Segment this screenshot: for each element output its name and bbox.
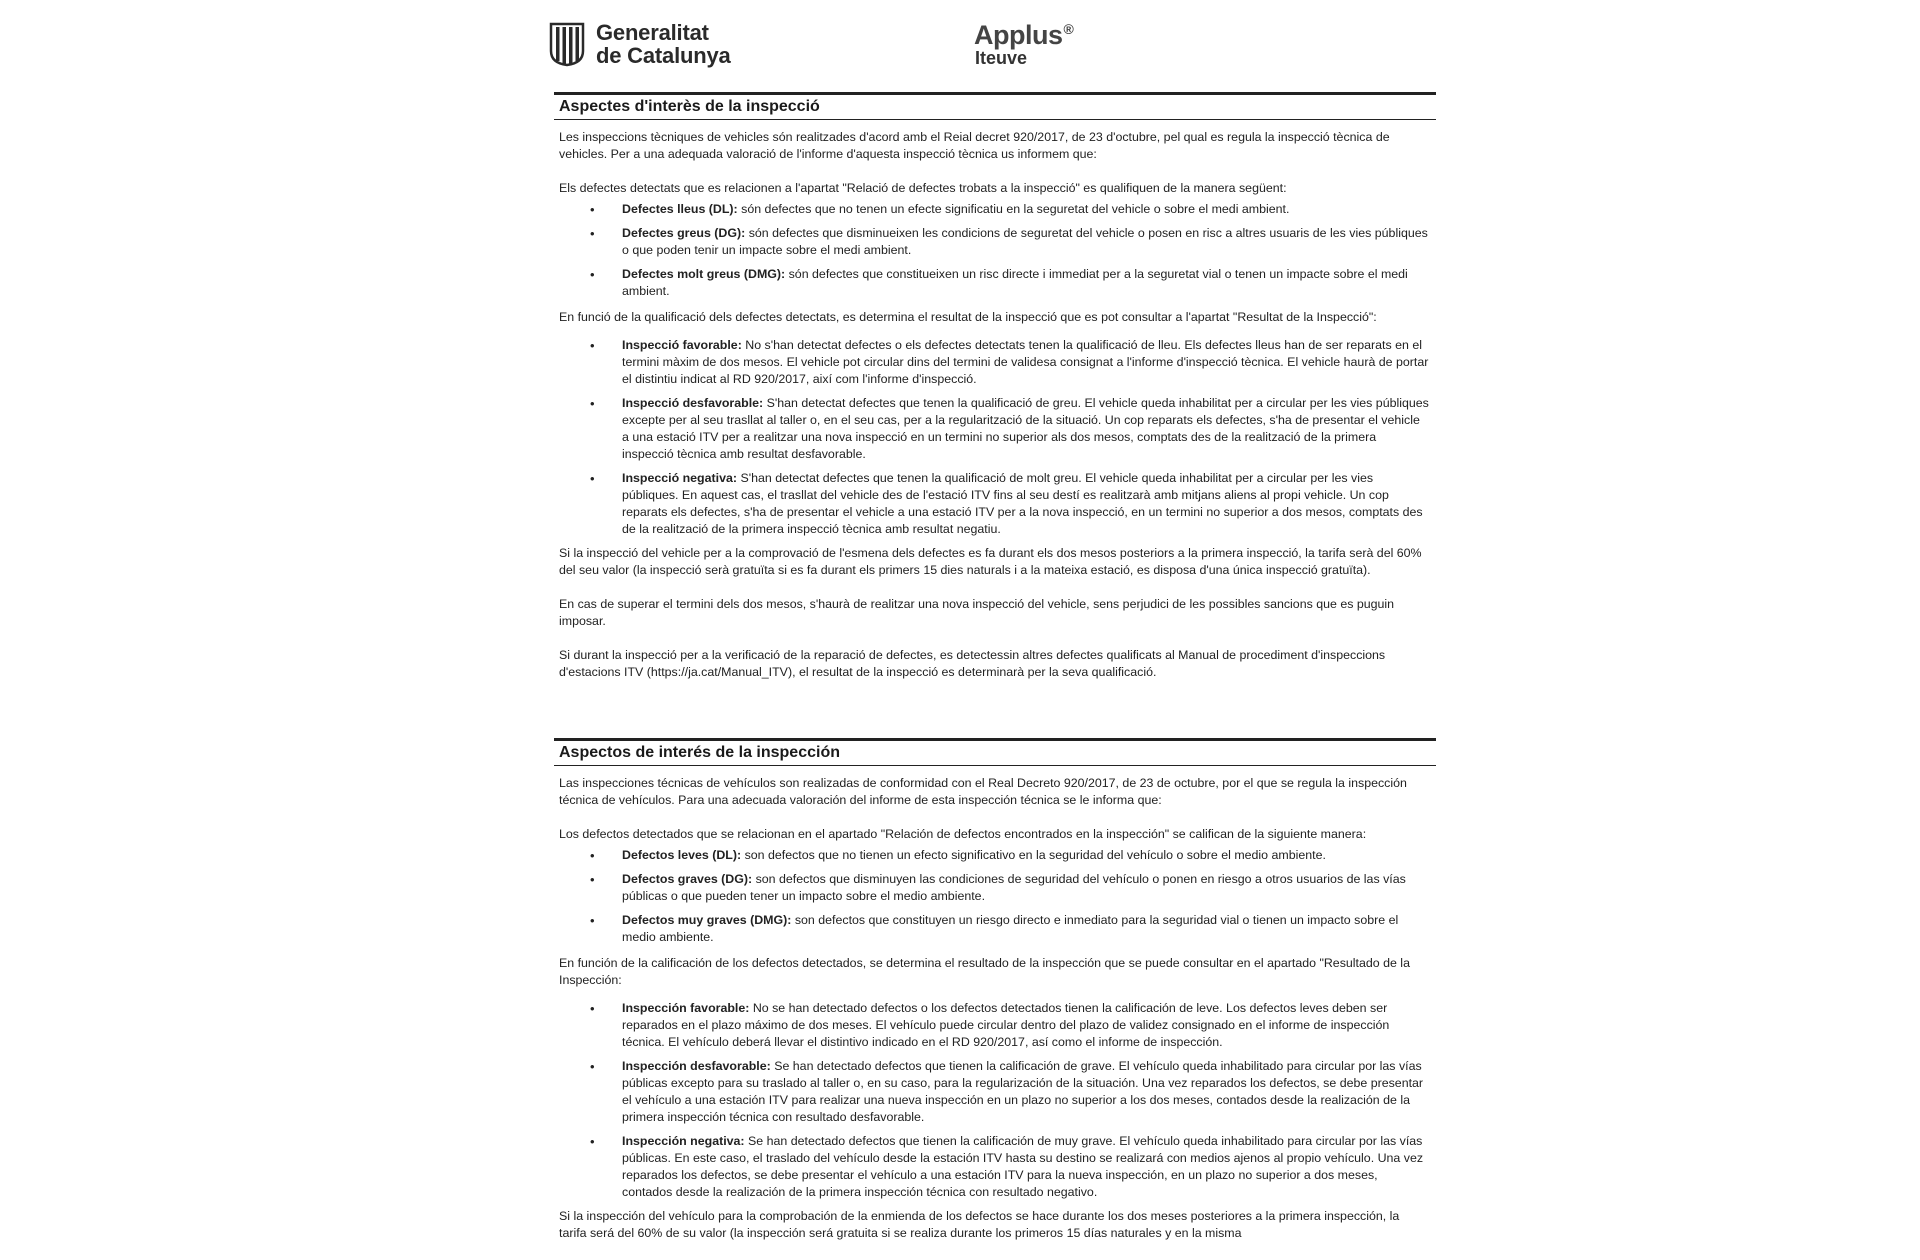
generalitat-wordmark: [596, 21, 731, 67]
document-header: [548, 18, 1448, 78]
result-text: No se han detectado defectos o los defectos detectados tienen la calificación de leve. Los defectos leves deben ser reparados en el plazo máximo de dos meses. El vehículo puede circular dentro del plazo de validez consignado en el informe de inspección técnica. El vehículo deberá llevar el distintivo indicado en el RD 920/2017, así como el informe de inspección.: [622, 1001, 1390, 1049]
defect-text: són defectes que disminueixen les condicions de seguretat del vehicle o posen en risc a altres usuaris de les vies públiques o que poden tenir un impacte sobre el medi ambient.: [622, 226, 1428, 257]
applus-wordmark: [974, 22, 1073, 48]
result-term: Inspección desfavorable:: [622, 1059, 771, 1073]
list-item: [559, 225, 1430, 259]
section-title: Aspectes d'interès de la inspecció: [554, 92, 1436, 120]
defect-term: Defectes lleus (DL):: [622, 202, 738, 216]
generalitat-line-2: de Catalunya: [596, 43, 731, 68]
defects-list: [559, 847, 1430, 946]
termini-paragraph: En cas de superar el termini dels dos mesos, s'haurà de realitzar una nova inspecció del vehicle, sens perjudici de les possibles sancions que es puguin imposar.: [559, 597, 1395, 628]
result-term: Inspecció negativa:: [622, 471, 737, 485]
defect-term: Defectos leves (DL):: [622, 848, 742, 862]
results-list: [559, 1000, 1430, 1201]
section-catalan: [554, 92, 1436, 681]
result-text: S'han detectat defectes que tenen la qualificació de molt greu. El vehicle queda inhabilitat per a circular per les vies públiques. En aquest cas, el trasllat del vehicle des de l'estació ITV fins al seu destí es realitzarà amb mitjans aliens al propi vehicle. Un cop reparats els defectes, s'ha de presentar el vehicle a una estació ITV per a la nova inspecció, en un termini no superior a dos mesos, comptats des de la realització de la primera inspecció tècnica amb resultat negatiu.: [622, 471, 1423, 536]
list-item: [559, 1058, 1430, 1126]
list-item: [559, 266, 1430, 300]
intro-paragraph: Les inspeccions tècniques de vehicles són realitzades d'acord amb el Reial decret 920/2017, de 23 d'octubre, pel qual es regula la inspecció tècnica de vehicles. Per a una adequada valoració de l'informe d'aquesta inspecció tècnica us informem que:: [559, 130, 1390, 161]
list-item: [559, 912, 1430, 946]
list-item: [559, 1133, 1430, 1201]
generalitat-line-1: Generalitat: [596, 20, 709, 45]
defect-text: són defectes que constitueixen un risc directe i immediat per a la seguretat vial o tenen un impacte sobre el medi ambient.: [622, 267, 1408, 298]
results-list: [559, 337, 1430, 538]
result-text: Se han detectado defectos que tienen la calificación de grave. El vehículo queda inhabilitado para circular por las vías públicas excepto para su traslado al taller o, en su caso, para la regularización de la situación. Una vez reparados los defectos, se debe presentar el vehículo a una estación ITV para realizar una nueva inspección en un plazo no superior a los dos meses, contados desde la realización de la primera inspección técnica con resultado desfavorable.: [622, 1059, 1424, 1124]
list-item: [559, 395, 1430, 463]
list-item: [559, 871, 1430, 905]
list-item: [559, 847, 1430, 864]
section-body: [554, 775, 1436, 1242]
applus-logo: [974, 22, 1073, 68]
defects-intro: Els defectes detectats que es relacionen a l'apartat "Relació de defectes trobats a la inspecció" es qualifiquen de la manera següent:: [559, 181, 1287, 195]
defect-term: Defectos graves (DG):: [622, 872, 753, 886]
intro-paragraph: Las inspecciones técnicas de vehículos son realizadas de conformidad con el Real Decreto 920/2017, de 23 de octubre, por el que se regula la inspección técnica de vehículos. Para una adecuada valoración del informe de esta inspección técnica se le informa que:: [559, 776, 1407, 807]
result-term: Inspección negativa:: [622, 1134, 745, 1148]
defects-intro: Los defectos detectados que se relacionan en el apartado "Relación de defectos encontrados en la inspección" se califican de la siguiente manera:: [559, 827, 1367, 841]
result-text: No s'han detectat defectes o els defectes detectats tenen la qualificació de lleu. Els defectes lleus han de ser reparats en el termini màxim de dos mesos. El vehicle pot circular dins del termini de validesa consignat a l'informe d'inspecció tècnica. El vehicle haurà de portar el distintiu indicat al RD 920/2017, així com l'informe d'inspecció.: [622, 338, 1429, 386]
defect-text: son defectos que no tienen un efecto significativo en la seguridad del vehículo o sobre el medio ambiente.: [741, 848, 1326, 862]
section-spanish: [554, 738, 1436, 1242]
registered-mark-icon: ®: [1063, 21, 1074, 37]
section-title: Aspectos de interés de la inspección: [554, 738, 1436, 766]
generalitat-logo: [548, 18, 731, 70]
generalitat-emblem-icon: [548, 21, 586, 67]
defect-term: Defectes greus (DG):: [622, 226, 746, 240]
applus-name: Applus: [974, 20, 1063, 50]
defect-term: Defectes molt greus (DMG):: [622, 267, 786, 281]
defect-text: són defectes que no tenen un efecte significatiu en la seguretat del vehicle o sobre el medi ambient.: [737, 202, 1290, 216]
list-item: [559, 201, 1430, 218]
section-body: [554, 129, 1436, 681]
result-term: Inspección favorable:: [622, 1001, 750, 1015]
list-item: [559, 470, 1430, 538]
tarifa-paragraph: Si la inspecció del vehicle per a la comprovació de l'esmena dels defectes es fa durant els dos mesos posteriors a la primera inspecció, la tarifa serà del 60% del seu valor (la inspecció serà gratuïta si es fa durant els primers 15 dies naturals i a la mateixa estació, es disposa d'una única inspecció gratuïta).: [559, 546, 1422, 577]
result-text: Se han detectado defectos que tienen la calificación de muy grave. El vehículo queda inhabilitado para circular por las vías públicas. En este caso, el traslado del vehículo desde la estación ITV hasta su destino se realizará con medios ajenos al propio vehículo. Una vez reparados los defectos, se debe presentar el vehículo a una estación ITV para la nueva inspección, en un plazo no superior a dos meses, contados desde la realización de la primera inspección técnica con resultado negativo.: [622, 1134, 1424, 1199]
defect-text: son defectos que disminuyen las condiciones de seguridad del vehículo o ponen en riesgo a otros usuarios de las vías públicas o que pueden tener un impacto sobre el medio ambiente.: [622, 872, 1406, 903]
document-page: [548, 0, 1448, 1260]
defects-list: [559, 201, 1430, 300]
results-intro: En función de la calificación de los defectos detectados, se determina el resultado de la inspección que se puede consultar en el apartado "Resultado de la Inspección:: [559, 956, 1410, 987]
list-item: [559, 337, 1430, 388]
result-term: Inspecció desfavorable:: [622, 396, 764, 410]
result-term: Inspecció favorable:: [622, 338, 742, 352]
defect-text: son defectos que constituyen un riesgo directo e inmediato para la seguridad vial o tienen un impacto sobre el medio ambiente.: [622, 913, 1399, 944]
manual-paragraph: Si durant la inspecció per a la verificació de la reparació de defectes, es detectessin altres defectes qualificats al Manual de procediment d'inspeccions d'estacions ITV (https://ja.cat/Manual_ITV), el resultat de la inspecció es determinarà per la seva qualificació.: [559, 648, 1386, 679]
list-item: [559, 1000, 1430, 1051]
applus-subtitle: Iteuve: [975, 48, 1028, 68]
result-text: S'han detectat defectes que tenen la qualificació de greu. El vehicle queda inhabilitat per a circular per les vies públiques excepte per al seu trasllat al taller o, en el seu cas, per a la regularització de la situació. Un cop reparats els defectes, s'ha de presentar el vehicle a una estació ITV per a realitzar una nova inspecció en un termini no superior als dos mesos, comptats des de la realització de la primera inspecció tècnica amb resultat desfavorable.: [622, 396, 1429, 461]
defect-term: Defectos muy graves (DMG):: [622, 913, 792, 927]
tarifa-paragraph: Si la inspección del vehículo para la comprobación de la enmienda de los defectos se hace durante los dos meses posteriores a la primera inspección, la tarifa será del 60% de su valor (la inspección será gratuita si se realiza durante los primeros 15 días naturales y en la misma: [559, 1209, 1400, 1240]
results-intro: En funció de la qualificació dels defectes detectats, es determina el resultat de la inspecció que es pot consultar a l'apartat "Resultat de la Inspecció":: [559, 310, 1377, 324]
